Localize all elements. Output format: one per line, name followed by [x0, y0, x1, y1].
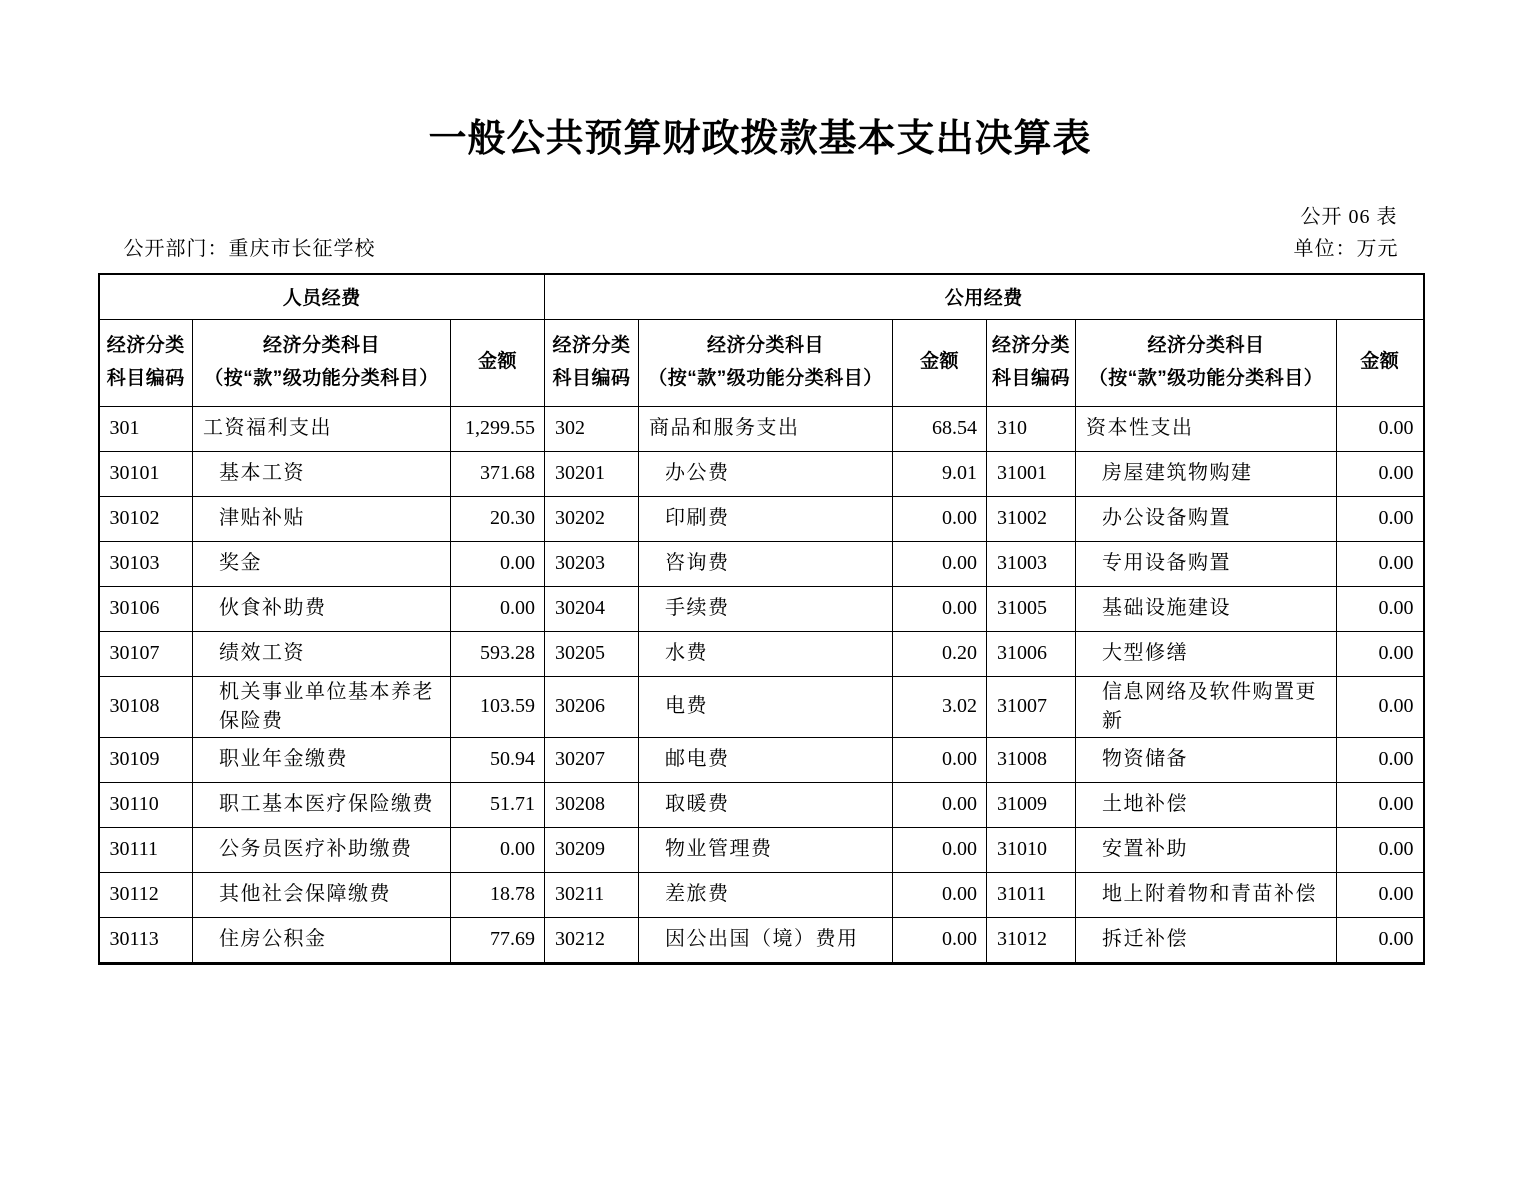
- subject-cell: 基础设施建设: [1076, 586, 1337, 631]
- code-cell: 31005: [987, 586, 1076, 631]
- subject-cell: 安置补助: [1076, 827, 1337, 872]
- subject-cell: 因公出国（境）费用: [639, 917, 893, 963]
- table-row: [99, 872, 1424, 917]
- col-header-amount: 金额: [451, 319, 545, 406]
- amount-cell: 0.00: [451, 541, 545, 586]
- amount-cell: 0.00: [1337, 406, 1424, 451]
- group-header-personnel: 人员经费: [99, 274, 545, 320]
- code-cell: 30212: [545, 917, 639, 963]
- subject-cell: 职工基本医疗保险缴费: [193, 782, 451, 827]
- subject-cell: 物资储备: [1076, 737, 1337, 782]
- budget-table: [98, 273, 1425, 965]
- code-cell: 30111: [99, 827, 193, 872]
- col-header-code-line2: 科目编码: [991, 367, 1070, 389]
- subject-cell: 电费: [639, 676, 893, 737]
- subject-cell: 专用设备购置: [1076, 541, 1337, 586]
- amount-cell: 0.00: [1337, 737, 1424, 782]
- table-row: [99, 631, 1424, 676]
- table-row: [99, 586, 1424, 631]
- amount-cell: 0.00: [893, 917, 987, 963]
- code-cell: 30205: [545, 631, 639, 676]
- subject-cell: 邮电费: [639, 737, 893, 782]
- subject-cell: 资本性支出: [1076, 406, 1337, 451]
- code-cell: 30112: [99, 872, 193, 917]
- subject-cell: 土地补偿: [1076, 782, 1337, 827]
- code-cell: 30103: [99, 541, 193, 586]
- col-header-amount: 金额: [893, 319, 987, 406]
- code-cell: 30208: [545, 782, 639, 827]
- department-label: 公开部门：重庆市长征学校: [123, 237, 376, 260]
- col-header-subject: [1076, 319, 1337, 406]
- subject-cell: 奖金: [193, 541, 451, 586]
- code-cell: 31012: [987, 917, 1076, 963]
- code-cell: 31002: [987, 496, 1076, 541]
- subject-cell: 房屋建筑物购建: [1076, 451, 1337, 496]
- unit-label: 单位：万元: [1293, 237, 1399, 260]
- amount-cell: 0.00: [1337, 676, 1424, 737]
- amount-cell: 0.20: [893, 631, 987, 676]
- code-cell: 30206: [545, 676, 639, 737]
- amount-cell: 0.00: [1337, 631, 1424, 676]
- amount-cell: 1,299.55: [451, 406, 545, 451]
- amount-cell: 0.00: [1337, 451, 1424, 496]
- amount-cell: 18.78: [451, 872, 545, 917]
- col-header-amount: 金额: [1337, 319, 1424, 406]
- amount-cell: 0.00: [1337, 541, 1424, 586]
- subject-cell: 伙食补助费: [193, 586, 451, 631]
- subject-cell: 住房公积金: [193, 917, 451, 963]
- subject-cell: 基本工资: [193, 451, 451, 496]
- code-cell: 30108: [99, 676, 193, 737]
- table-row: [99, 827, 1424, 872]
- amount-cell: 3.02: [893, 676, 987, 737]
- amount-cell: 103.59: [451, 676, 545, 737]
- amount-cell: 0.00: [893, 496, 987, 541]
- subject-cell: 津贴补贴: [193, 496, 451, 541]
- code-cell: 31010: [987, 827, 1076, 872]
- table-row: [99, 451, 1424, 496]
- subject-cell: 其他社会保障缴费: [193, 872, 451, 917]
- col-header-subject-line1: 经济分类科目: [262, 335, 380, 357]
- amount-cell: 0.00: [1337, 872, 1424, 917]
- col-header-code-line1: 经济分类: [991, 335, 1070, 357]
- subject-cell: 咨询费: [639, 541, 893, 586]
- code-cell: 30110: [99, 782, 193, 827]
- col-header-code-line1: 经济分类: [106, 335, 185, 357]
- amount-cell: 0.00: [893, 586, 987, 631]
- col-header-code: [99, 319, 193, 406]
- subject-cell: 印刷费: [639, 496, 893, 541]
- amount-cell: 0.00: [893, 782, 987, 827]
- subject-cell: 办公费: [639, 451, 893, 496]
- table-row: [99, 737, 1424, 782]
- subject-cell: 职业年金缴费: [193, 737, 451, 782]
- subject-cell: 手续费: [639, 586, 893, 631]
- code-cell: 31008: [987, 737, 1076, 782]
- col-header-code: [987, 319, 1076, 406]
- amount-cell: 0.00: [893, 827, 987, 872]
- amount-cell: 593.28: [451, 631, 545, 676]
- table-row: [99, 676, 1424, 737]
- code-cell: 30211: [545, 872, 639, 917]
- code-cell: 30204: [545, 586, 639, 631]
- code-cell: 30109: [99, 737, 193, 782]
- code-cell: 31003: [987, 541, 1076, 586]
- amount-cell: 0.00: [1337, 827, 1424, 872]
- meta-row: [98, 236, 1423, 262]
- table-row: [99, 917, 1424, 963]
- code-cell: 31007: [987, 676, 1076, 737]
- subject-cell: 拆迁补偿: [1076, 917, 1337, 963]
- amount-cell: 0.00: [893, 872, 987, 917]
- subject-cell: 大型修缮: [1076, 631, 1337, 676]
- amount-cell: 0.00: [893, 541, 987, 586]
- col-header-subject-line2: （按“款”级功能分类科目）: [648, 367, 883, 389]
- code-cell: 30101: [99, 451, 193, 496]
- col-header-subject-line1: 经济分类科目: [706, 335, 824, 357]
- amount-cell: 0.00: [1337, 782, 1424, 827]
- amount-cell: 20.30: [451, 496, 545, 541]
- subject-cell: 公务员医疗补助缴费: [193, 827, 451, 872]
- col-header-subject: [193, 319, 451, 406]
- table-row: [99, 496, 1424, 541]
- code-cell: 30107: [99, 631, 193, 676]
- amount-cell: 371.68: [451, 451, 545, 496]
- amount-cell: 0.00: [893, 737, 987, 782]
- code-cell: 31009: [987, 782, 1076, 827]
- table-code-label: 公开 06 表: [1300, 205, 1398, 228]
- group-header-row: [99, 274, 1424, 320]
- col-header-subject-line1: 经济分类科目: [1147, 335, 1265, 357]
- code-cell: 30201: [545, 451, 639, 496]
- subject-cell: 水费: [639, 631, 893, 676]
- code-cell: 30202: [545, 496, 639, 541]
- code-cell: 310: [987, 406, 1076, 451]
- subject-cell: 工资福利支出: [193, 406, 451, 451]
- page-title: 一般公共预算财政拨款基本支出决算表: [428, 118, 1092, 160]
- group-header-public: 公用经费: [545, 274, 1424, 320]
- subject-cell: 机关事业单位基本养老保险费: [193, 676, 451, 737]
- table-row: [99, 782, 1424, 827]
- code-cell: 30209: [545, 827, 639, 872]
- code-cell: 31006: [987, 631, 1076, 676]
- amount-cell: 50.94: [451, 737, 545, 782]
- code-cell: 30207: [545, 737, 639, 782]
- col-header-code: [545, 319, 639, 406]
- col-header-subject-line2: （按“款”级功能分类科目）: [204, 367, 439, 389]
- col-header-subject-line2: （按“款”级功能分类科目）: [1088, 367, 1324, 389]
- code-cell: 30113: [99, 917, 193, 963]
- subject-cell: 取暖费: [639, 782, 893, 827]
- column-header-row: [99, 319, 1424, 406]
- amount-cell: 51.71: [451, 782, 545, 827]
- amount-cell: 0.00: [1337, 496, 1424, 541]
- amount-cell: 0.00: [1337, 917, 1424, 963]
- col-header-code-line2: 科目编码: [552, 367, 631, 389]
- subject-cell: 差旅费: [639, 872, 893, 917]
- subject-cell: 物业管理费: [639, 827, 893, 872]
- table-row: [99, 541, 1424, 586]
- subject-cell: 商品和服务支出: [639, 406, 893, 451]
- code-cell: 30102: [99, 496, 193, 541]
- table-row: [99, 406, 1424, 451]
- subject-cell: 办公设备购置: [1076, 496, 1337, 541]
- code-cell: 301: [99, 406, 193, 451]
- document-page: [98, 116, 1423, 965]
- col-header-code-line1: 经济分类: [552, 335, 631, 357]
- code-cell: 30106: [99, 586, 193, 631]
- code-cell: 31001: [987, 451, 1076, 496]
- amount-cell: 68.54: [893, 406, 987, 451]
- code-cell: 302: [545, 406, 639, 451]
- amount-cell: 9.01: [893, 451, 987, 496]
- col-header-code-line2: 科目编码: [106, 367, 185, 389]
- subject-cell: 绩效工资: [193, 631, 451, 676]
- amount-cell: 77.69: [451, 917, 545, 963]
- code-cell: 31011: [987, 872, 1076, 917]
- subject-cell: 地上附着物和青苗补偿: [1076, 872, 1337, 917]
- subject-cell: 信息网络及软件购置更新: [1076, 676, 1337, 737]
- amount-cell: 0.00: [1337, 586, 1424, 631]
- amount-cell: 0.00: [451, 586, 545, 631]
- col-header-subject: [639, 319, 893, 406]
- amount-cell: 0.00: [451, 827, 545, 872]
- code-cell: 30203: [545, 541, 639, 586]
